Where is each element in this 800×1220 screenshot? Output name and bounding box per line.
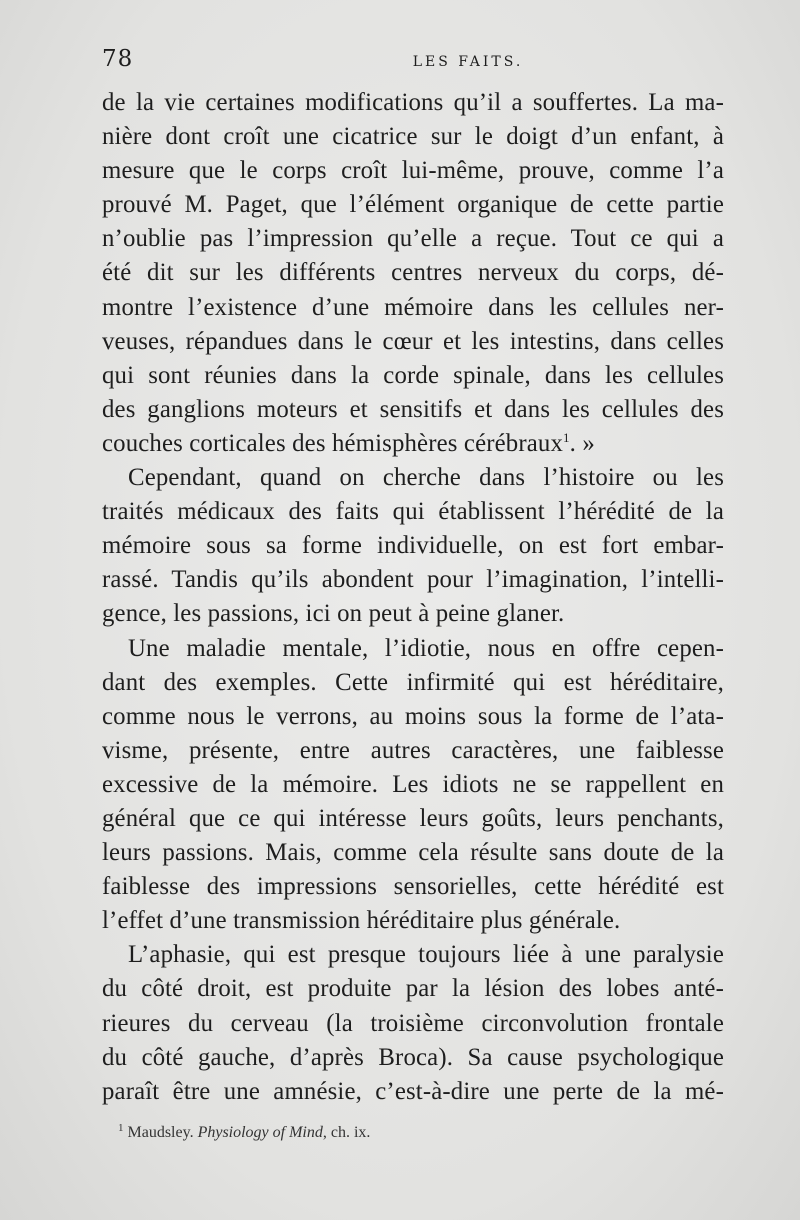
text-line: dant des exemples. Cette infirmité qui est héréditaire, (102, 668, 724, 696)
text-line: l’effet d’une transmission héréditaire plus générale. (102, 907, 621, 935)
text-line: du côté droit, est produite par la lésion des lobes anté- (102, 975, 724, 1003)
text-line: rieures du cerveau (la troisième circonvolution frontale (102, 1009, 724, 1037)
text-line: traités médicaux des faits qui établissent l’hérédité de la (102, 498, 724, 526)
text-line: visme, présente, entre autres caractères, une faiblesse (102, 736, 724, 764)
paragraph (102, 938, 724, 1108)
text-line: mesure que le corps croît lui-même, prouve, comme l’a (102, 157, 724, 185)
footnote-marker: 1 (118, 1122, 124, 1134)
paragraph (102, 632, 724, 939)
text-line: de la vie certaines modifications qu’il a souffertes. La ma- (102, 89, 724, 116)
footnote-title: Physiology of Mind (197, 1124, 323, 1141)
text-line: Cependant, quand on cherche dans l’histoire ou les (128, 464, 724, 492)
text-line: qui sont réunies dans la corde spinale, dans les cellules (102, 361, 724, 389)
text-line: nière dont croît une cicatrice sur le doigt d’un enfant, à (102, 123, 724, 151)
text-line: excessive de la mémoire. Les idiots ne se rappellent en (102, 770, 724, 798)
text-line: leurs passions. Mais, comme cela résulte sans doute de la (102, 839, 724, 867)
footnote-marker: 1 (563, 429, 570, 445)
text-line: général que ce qui intéresse leurs goûts, leurs penchants, (102, 804, 724, 832)
footnote-ref: , ch. ix. (322, 1124, 371, 1141)
text-line: paraît être une amnésie, c’est-à-dire une perte de la mé- (102, 1077, 724, 1105)
body-text (102, 86, 724, 1109)
text-line (102, 427, 724, 461)
footnote-author: Maudsley. (127, 1124, 194, 1141)
text-line: n’oublie pas l’impression qu’elle a reçue. Tout ce qui a (102, 225, 724, 253)
page-header (102, 46, 724, 80)
text-line: comme nous le verrons, au moins sous la forme de l’ata- (102, 702, 724, 730)
footnote (118, 1122, 718, 1142)
text-segment: couches corticales des hémisphères cérébraux (102, 429, 563, 457)
text-line: des ganglions moteurs et sensitifs et dans les cellules des (102, 395, 724, 423)
text-line: du côté gauche, d’après Broca). Sa cause psychologique (102, 1043, 724, 1071)
text-line: veuses, répandues dans le cœur et les intestins, dans celles (102, 327, 724, 355)
text-line: Une maladie mentale, l’idiotie, nous en offre cepen- (128, 634, 724, 662)
text-line: montre l’existence d’une mémoire dans les cellules ner- (102, 293, 724, 321)
text-line: L’aphasie, qui est presque toujours liée à une paralysie (128, 941, 724, 969)
text-line: prouvé M. Paget, que l’élément organique de cette partie (102, 191, 724, 219)
text-line: été dit sur les différents centres nerveux du corps, dé- (102, 259, 724, 287)
paragraph (102, 461, 724, 631)
text-line: mémoire sous sa forme individuelle, on est fort embar- (102, 532, 724, 560)
text-line: faiblesse des impressions sensorielles, cette hérédité est (102, 873, 724, 901)
text-segment: . » (569, 429, 595, 457)
page-number: 78 (102, 46, 134, 72)
text-line: rassé. Tandis qu’ils abondent pour l’imagination, l’intelli- (102, 566, 724, 594)
text-line: gence, les passions, ici on peut à peine glaner. (102, 600, 565, 628)
running-head: LES FAITS. (412, 54, 524, 70)
paragraph (102, 86, 724, 461)
